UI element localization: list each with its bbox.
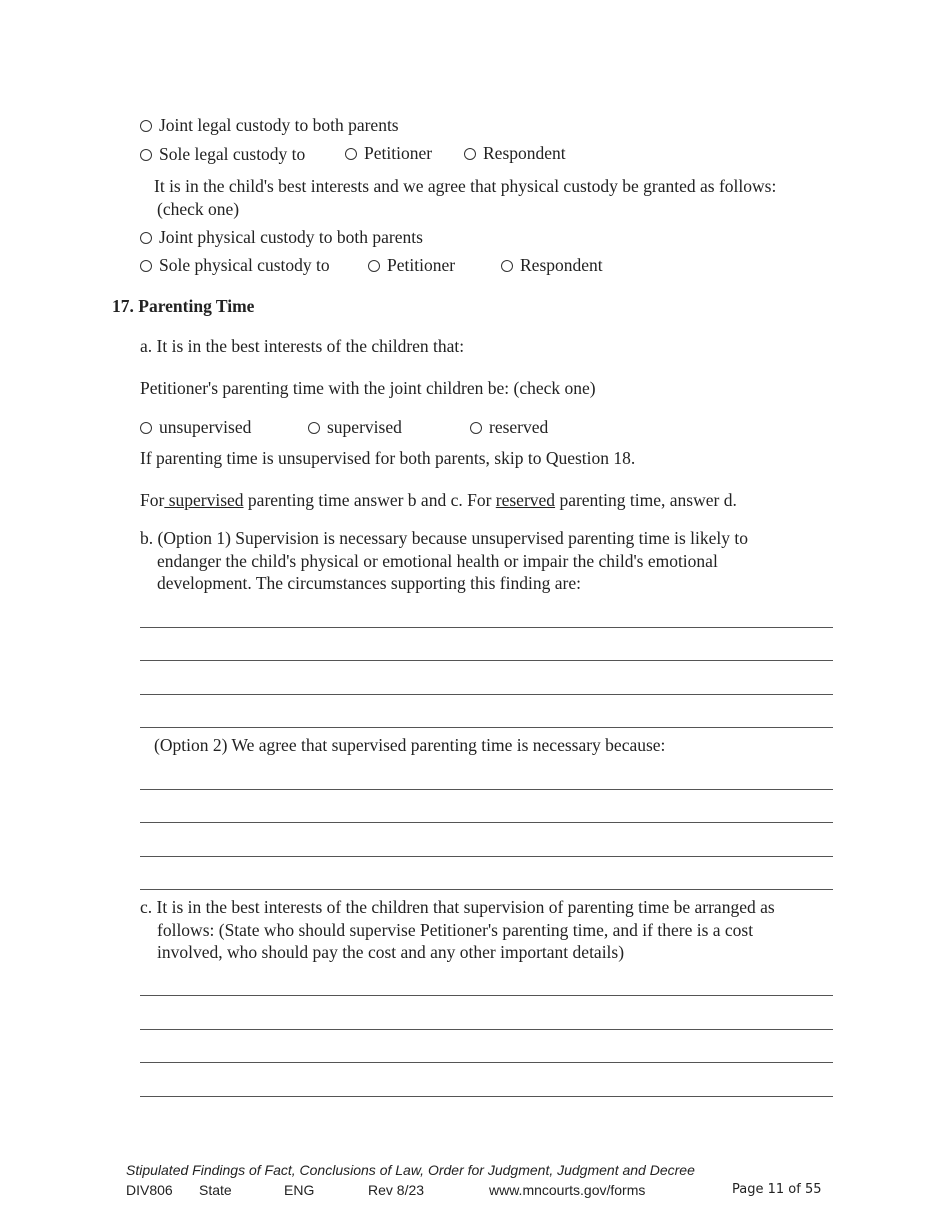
radio-button-icon[interactable] bbox=[501, 260, 513, 272]
physical-custody-intro bbox=[154, 175, 776, 220]
radio-label: reserved bbox=[489, 417, 549, 437]
option1-answer-line-4[interactable] bbox=[140, 727, 833, 728]
answer-instruction-part1: For bbox=[140, 490, 165, 510]
option1-paragraph bbox=[140, 527, 748, 595]
option2-answer-line-3[interactable] bbox=[140, 856, 833, 857]
radio-button-icon[interactable] bbox=[140, 120, 152, 132]
footer-form-id: DIV806 bbox=[126, 1182, 173, 1198]
option1-answer-line-2[interactable] bbox=[140, 660, 833, 661]
option1-line1: b. (Option 1) Supervision is necessary because unsupervised parenting time is likely to bbox=[140, 528, 748, 548]
radio-button-icon[interactable] bbox=[140, 232, 152, 244]
answer-instruction-part2: parenting time answer b and c. For bbox=[243, 490, 496, 510]
physical-custody-intro-line1: It is in the child's best interests and we agree that physical custody be granted as follows: bbox=[154, 176, 777, 196]
radio-button-icon[interactable] bbox=[140, 422, 152, 434]
radio-label: Petitioner bbox=[364, 143, 433, 163]
supervision-answer-line-3[interactable] bbox=[140, 1062, 833, 1063]
radio-label: supervised bbox=[327, 417, 402, 437]
supervision-answer-line-1[interactable] bbox=[140, 995, 833, 996]
radio-supervised[interactable] bbox=[308, 417, 402, 437]
radio-legal-petitioner[interactable] bbox=[345, 143, 432, 163]
radio-reserved[interactable] bbox=[470, 417, 548, 437]
footer-title: Stipulated Findings of Fact, Conclusions of Law, Order for Judgment, Judgment and Decree bbox=[126, 1162, 695, 1178]
skip-instruction: If parenting time is unsupervised for both parents, skip to Question 18. bbox=[140, 448, 636, 468]
option1-answer-line-3[interactable] bbox=[140, 694, 833, 695]
option1-line2: endanger the child's physical or emotional health or impair the child's emotional bbox=[157, 550, 718, 571]
supervision-answer-line-2[interactable] bbox=[140, 1029, 833, 1030]
radio-button-icon[interactable] bbox=[308, 422, 320, 434]
section-17-heading: 17. Parenting Time bbox=[112, 296, 255, 316]
radio-joint-physical-custody[interactable] bbox=[140, 227, 423, 247]
footer-url[interactable]: www.mncourts.gov/forms bbox=[489, 1182, 646, 1198]
radio-label: unsupervised bbox=[159, 417, 252, 437]
supervision-arrangement-paragraph bbox=[140, 896, 775, 964]
supervision-line3: involved, who should pay the cost and any other important details) bbox=[157, 942, 625, 962]
answer-instruction bbox=[140, 490, 737, 511]
supervised-underlined: supervised bbox=[164, 490, 244, 510]
option2-answer-line-2[interactable] bbox=[140, 822, 833, 823]
option2-answer-line-1[interactable] bbox=[140, 789, 833, 790]
supervision-line1: c. It is in the best interests of the children that supervision of parenting time be arranged as bbox=[140, 897, 775, 917]
radio-label: Respondent bbox=[520, 255, 603, 275]
radio-sole-legal-custody[interactable] bbox=[140, 144, 305, 164]
footer-page-number: Page 11 of 55 bbox=[732, 1182, 822, 1197]
radio-physical-petitioner[interactable] bbox=[368, 255, 455, 275]
petitioner-parenting-time-text: Petitioner's parenting time with the joint children be: (check one) bbox=[140, 378, 596, 398]
radio-physical-respondent[interactable] bbox=[501, 255, 603, 275]
radio-label: Sole physical custody to bbox=[159, 255, 330, 275]
reserved-underlined: reserved bbox=[495, 490, 556, 510]
footer-language: ENG bbox=[284, 1182, 315, 1198]
option1-line3: development. The circumstances supporting this finding are: bbox=[157, 573, 581, 593]
answer-instruction-part3: parenting time, answer d. bbox=[555, 490, 737, 510]
radio-label: Sole legal custody to bbox=[159, 144, 306, 164]
footer-state: State bbox=[199, 1182, 232, 1198]
radio-joint-legal-custody[interactable] bbox=[140, 115, 399, 135]
supervision-answer-line-4[interactable] bbox=[140, 1096, 833, 1097]
radio-legal-respondent[interactable] bbox=[464, 143, 566, 163]
radio-unsupervised[interactable] bbox=[140, 417, 251, 437]
option2-answer-line-4[interactable] bbox=[140, 889, 833, 890]
radio-button-icon[interactable] bbox=[345, 148, 357, 160]
radio-label: Petitioner bbox=[387, 255, 456, 275]
radio-label: Respondent bbox=[483, 143, 566, 163]
radio-button-icon[interactable] bbox=[140, 260, 152, 272]
radio-button-icon[interactable] bbox=[464, 148, 476, 160]
radio-button-icon[interactable] bbox=[470, 422, 482, 434]
footer-revision: Rev 8/23 bbox=[368, 1182, 425, 1198]
radio-label: Joint legal custody to both parents bbox=[159, 115, 399, 135]
section-17a-text: a. It is in the best interests of the children that: bbox=[140, 336, 465, 356]
radio-label: Joint physical custody to both parents bbox=[159, 227, 423, 247]
radio-sole-physical-custody[interactable] bbox=[140, 255, 330, 275]
radio-button-icon[interactable] bbox=[368, 260, 380, 272]
option2-text: (Option 2) We agree that supervised parenting time is necessary because: bbox=[154, 735, 666, 755]
option1-answer-line-1[interactable] bbox=[140, 627, 833, 628]
supervision-line2: follows: (State who should supervise Petitioner's parenting time, and if there is a cost bbox=[157, 919, 754, 940]
radio-button-icon[interactable] bbox=[140, 149, 152, 161]
physical-custody-intro-line2: (check one) bbox=[157, 198, 240, 219]
